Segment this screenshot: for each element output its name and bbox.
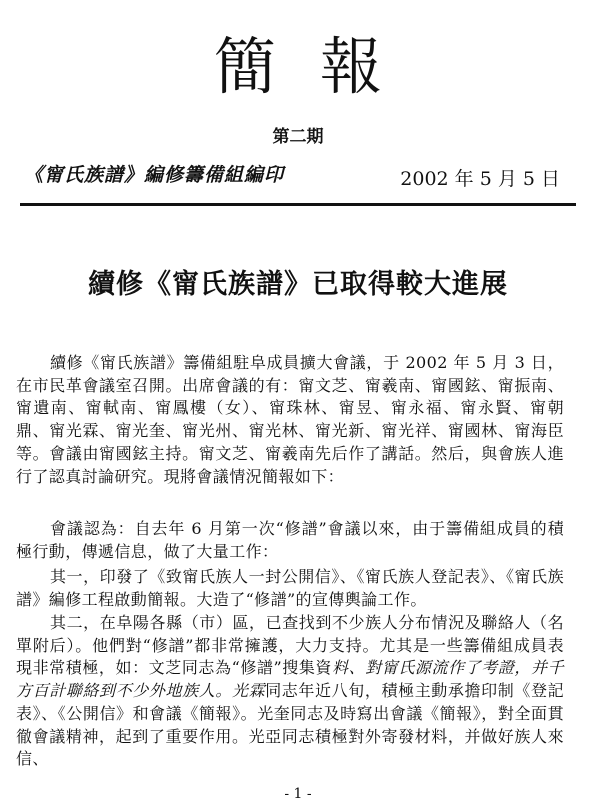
paragraph-point-two-rest: 同志年近八旬，積極主動承擔印制《登記表》、《公開信》和會議《簡報》。光奎同志及時寫出會議《簡報》，對全面貫徹會議精神，起到了重要作用。光亞同志積極對外寄發材料，并做好族人來信、 — [16, 681, 564, 769]
header-divider — [20, 203, 576, 206]
issue-number: 第二期 — [272, 127, 324, 147]
paragraph-point-two — [16, 612, 564, 771]
publisher-line: 《甯氏族譜》編修籌備組編印 — [24, 164, 285, 186]
publication-date: 2002 年 5 月 5 日 — [400, 168, 560, 190]
paragraph-point-two-italic: 料、對甯氏源流作了考證，并千方百計聯絡到不少外地族人。光霖 — [16, 658, 564, 701]
paragraph-point-two-text: 其二，在阜陽各縣（市）區，已查找到不少族人分布情況及聯絡人（名單附后）。他們對“修譜”都非常擁護，大力支持。尤其是一些籌備組成員表現非常積極，如：文芝同志為“修譜”搜集資 — [16, 613, 564, 678]
paragraph-point-one: 其一，印發了《致甯氏族人一封公開信》、《甯氏族人登記表》、《甯氏族譜》編修工程啟動簡報。大造了“修譜”的宣傳輿論工作。 — [16, 567, 564, 609]
masthead-title: 簡報 — [213, 30, 426, 103]
page-number: - 1 - — [284, 786, 312, 802]
paragraph-meeting: 續修《甯氏族譜》籌備組駐阜成員擴大會議，于 2002 年 5 月 3 日，在市民革會議室召開。出席會議的有：甯文芝、甯羲南、甯國鉉、甯振南、甯遺南、甯軾南、甯鳳樓（女）、甯珠林、甯昱、甯永福、甯永賢、甯朝鼎、甯光霖、甯光奎、甯光州、甯光林、甯光新、甯光祥、甯國林、甯海臣等。會議由甯國鉉主持。甯文芝、甯羲南先后作了講話。然后，與會族人進行了認真討論研究。現將會議情況簡報如下： — [16, 353, 564, 486]
article-headline: 續修《甯氏族譜》已取得較大進展 — [88, 269, 508, 300]
paragraph-conclusion: 會議認為：自去年 6 月第一次“修譜”會議以來，由于籌備組成員的積極行動，傳遞信息，做了大量工作： — [16, 519, 564, 561]
